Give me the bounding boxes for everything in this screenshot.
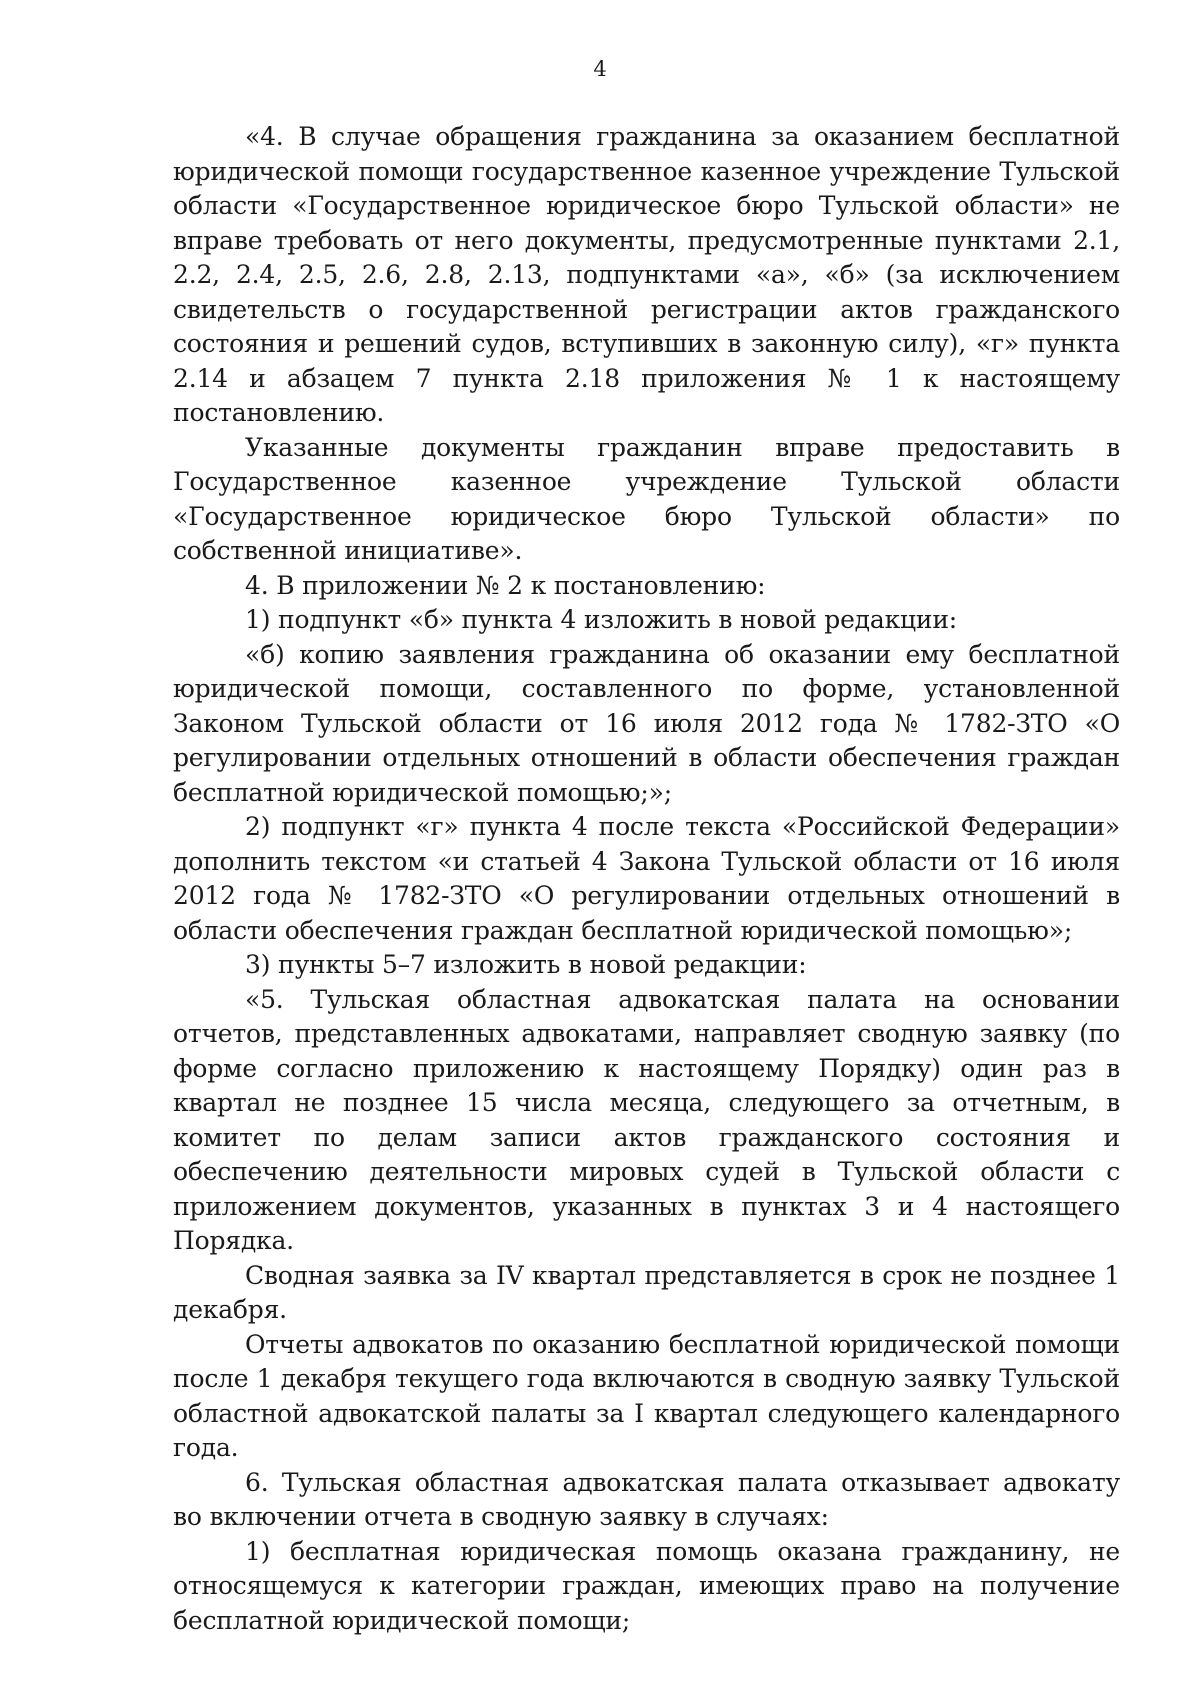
- paragraph-item-5: «5. Тульская областная адвокатская палата на основании отчетов, представленных адвокатами, направляет сводную заявку (по форме согласно приложению к настоящему Порядку) один раз в квартал не позднее 15 числа месяца, следующего за отчетным, в комитет по делам записи актов гражданского состояния и обеспечению деятельности мировых судей в Тульской области с приложением документов, указанных в пунктах 3 и 4 настоящего Порядка.: [173, 984, 1120, 1255]
- document-body: [173, 120, 1120, 1638]
- paragraph-item-4: «4. В случае обращения гражданина за оказанием бесплатной юридической помощи государственное казенное учреждение Тульской области «Государственное юридическое бюро Тульской области» не вправе требовать от него документы, предусмотренные пунктами 2.1, 2.2, 2.4, 2.5, 2.6, 2.8, 2.13, подпунктами «а», «б» (за исключением свидетельств о государственной регистрации актов гражданского состояния и решений судов, вступивших в законную силу), «г» пункта 2.14 и абзацем 7 пункта 2.18 приложения № 1 к настоящему постановлению.: [173, 122, 1120, 427]
- paragraph-appendix-2: 4. В приложении № 2 к постановлению:: [245, 570, 766, 600]
- paragraph-subitem-1: 1) подпункт «б» пункта 4 изложить в новой редакции:: [245, 605, 958, 634]
- page-number: 4: [593, 57, 607, 81]
- paragraph-refusal-case-1: 1) бесплатная юридическая помощь оказана гражданину, не относящемуся к категории граждан, имеющих право на получение бесплатной юридической помощи;: [173, 1536, 1120, 1635]
- paragraph-subitem-2: 2) подпункт «г» пункта 4 после текста «Российской Федерации» дополнить текстом «и статьей 4 Закона Тульской области от 16 июля 2012 года № 1782-ЗТО «О регулировании отдельных отношений в области обеспечения граждан бесплатной юридической помощью»;: [173, 812, 1120, 945]
- paragraph-reports-after-december: Отчеты адвокатов по оказанию бесплатной юридической помощи после 1 декабря текущего года включаются в сводную заявку Тульской областной адвокатской палаты за I квартал следующего календарного года.: [173, 1329, 1120, 1462]
- paragraph-subitem-b-text: «б) копию заявления гражданина об оказании ему бесплатной юридической помощи, составленного по форме, установленной Законом Тульской области от 16 июля 2012 года № 1782-ЗТО «О регулировании отдельных отношений в области обеспечения граждан бесплатной юридической помощью;»;: [173, 639, 1120, 807]
- paragraph-subitem-3: 3) пункты 5–7 изложить в новой редакции:: [245, 950, 807, 979]
- paragraph-q4-deadline: Сводная заявка за IV квартал представляется в срок не позднее 1 декабря.: [173, 1260, 1120, 1324]
- paragraph-item-6: 6. Тульская областная адвокатская палата отказывает адвокату во включении отчета в сводную заявку в случаях:: [173, 1467, 1120, 1531]
- paragraph-documents-initiative: Указанные документы гражданин вправе предоставить в Государственное казенное учреждение Тульской области «Государственное юридическое бюро Тульской области» по собственной инициативе».: [173, 432, 1120, 565]
